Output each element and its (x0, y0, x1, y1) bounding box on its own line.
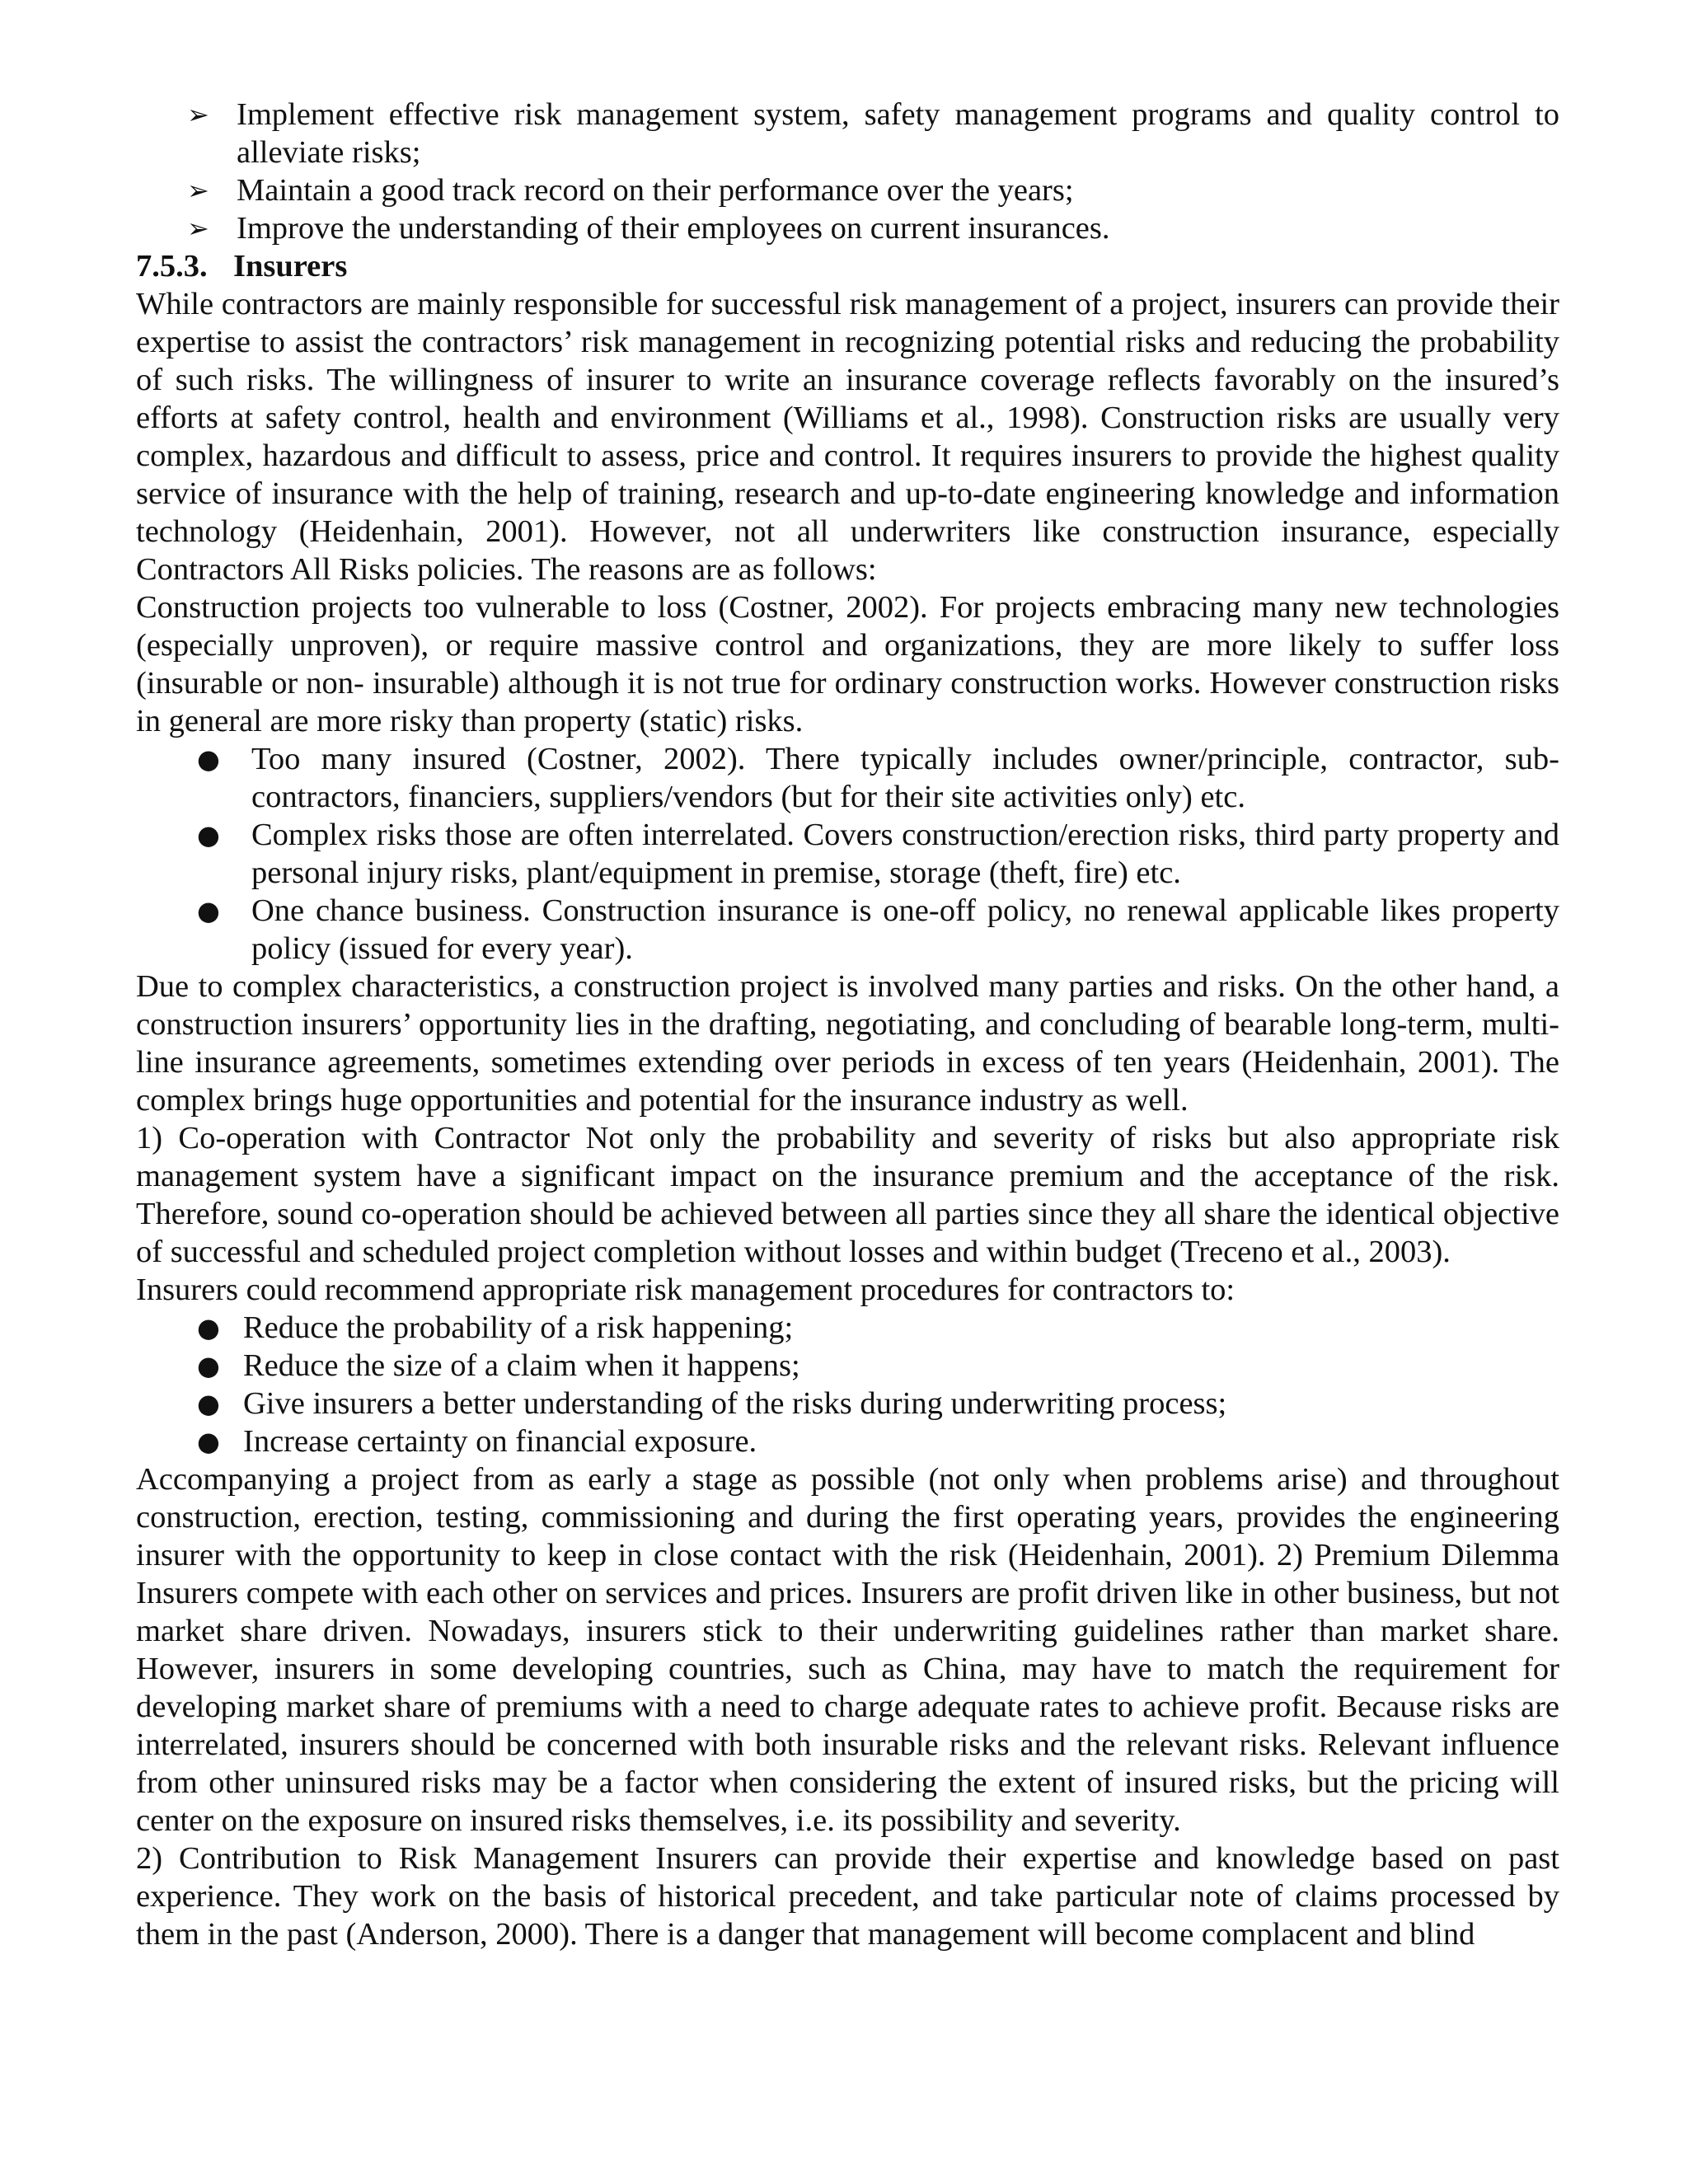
list-item (136, 740, 1559, 816)
list-item-text: Increase certainty on financial exposure. (243, 1424, 757, 1459)
bullet-icon: ● (197, 1350, 220, 1381)
paragraph: Accompanying a project from as early a stage as possible (not only when problems arise) and throughout construction, erection, testing, commissioning and during the first operating years, provides the engineering insurer with the opportunity to keep in close contact with the risk (Heidenhain, 2001). 2) Premium Dilemma Insurers compete with each other on services and prices. Insurers are profit driven like in other business, but not market share driven. Nowadays, insurers stick to their underwriting guidelines rather than market share. However, insurers in some developing countries, such as China, may have to match the requirement for developing market share of premiums with a need to charge adequate rates to achieve profit. Because risks are interrelated, insurers should be concerned with both insurable risks and the relevant risks. Relevant influence from other uninsured risks may be a factor when considering the extent of insured risks, but the pricing will center on the exposure on insured risks themselves, i.e. its possibility and severity. (136, 1462, 1559, 1838)
bullet-icon: ● (197, 1426, 220, 1457)
list-item (136, 1347, 1559, 1385)
list-item-text: Improve the understanding of their employees on current insurances. (237, 211, 1110, 246)
list-item (136, 1385, 1559, 1422)
bullet-icon: ● (197, 895, 220, 926)
list-item (136, 209, 1559, 247)
list-item-text: Reduce the probability of a risk happening; (243, 1310, 794, 1345)
list-item-text: Too many insured (Costner, 2002). There typically includes owner/principle, contractor, sub-contractors, financiers, suppliers/vendors (but for their site activities only) etc. (251, 742, 1559, 814)
list-item (136, 1309, 1559, 1347)
list-item (136, 816, 1559, 892)
arrow-bullet-icon: ➢ (187, 213, 209, 244)
list-item-text: Give insurers a better understanding of the risks during underwriting process; (243, 1386, 1227, 1421)
paragraph: Construction projects too vulnerable to loss (Costner, 2002). For projects embracing many new technologies (especially unproven), or require massive control and organizations, they are more likely to suffer loss (insurable or non- insurable) although it is not true for ordinary construction works. However construction risks in general are more risky than property (static) risks. (136, 590, 1559, 738)
paragraph: 1) Co-operation with Contractor Not only the probability and severity of risks but also appropriate risk management system have a significant impact on the insurance premium and the acceptance of the risk. Therefore, sound co-operation should be achieved between all parties since they all share the identical objective of successful and scheduled project completion without losses and within budget (Treceno et al., 2003). (136, 1121, 1559, 1269)
bullet-icon: ● (197, 819, 220, 851)
list-item-text: Maintain a good track record on their performance over the years; (237, 173, 1074, 208)
list-item-text: Implement effective risk management system, safety management programs and quality control to alleviate risks; (237, 97, 1559, 170)
arrow-bullet-icon: ➢ (187, 99, 209, 130)
section-number: 7.5.3. (136, 249, 208, 284)
section-heading (136, 247, 1559, 285)
list-item-text: One chance business. Construction insurance is one-off policy, no renewal applicable likes property policy (issued for every year). (251, 893, 1559, 966)
list-item (136, 171, 1559, 209)
list-item-text: Complex risks those are often interrelated. Covers construction/erection risks, third party property and personal injury risks, plant/equipment in premise, storage (theft, fire) etc. (251, 818, 1559, 890)
paragraph: Insurers could recommend appropriate risk management procedures for contractors to: (136, 1272, 1236, 1307)
bullet-icon: ● (197, 1312, 220, 1343)
arrow-bullet-icon: ➢ (187, 175, 209, 206)
paragraph: 2) Contribution to Risk Management Insurers can provide their expertise and knowledge based on past experience. They work on the basis of historical precedent, and take particular note of claims processed by them in the past (Anderson, 2000). There is a danger that management will become complacent and blind (136, 1841, 1559, 1952)
arrow-list (136, 96, 1559, 247)
list-item (136, 892, 1559, 968)
reasons-list (136, 740, 1559, 968)
bullet-icon: ● (197, 1388, 220, 1419)
paragraph: Due to complex characteristics, a construction project is involved many parties and risks. On the other hand, a construction insurers’ opportunity lies in the drafting, negotiating, and concluding of bearable long-term, multi-line insurance agreements, sometimes extending over periods in excess of ten years (Heidenhain, 2001). The complex brings huge opportunities and potential for the insurance industry as well. (136, 969, 1559, 1118)
list-item (136, 1422, 1559, 1460)
procedures-list (136, 1309, 1559, 1460)
list-item-text: Reduce the size of a claim when it happens; (243, 1348, 800, 1383)
list-item (136, 96, 1559, 171)
section-title: Insurers (233, 249, 348, 284)
document-page (136, 96, 1559, 1953)
bullet-icon: ● (197, 743, 220, 775)
paragraph: While contractors are mainly responsible for successful risk management of a project, insurers can provide their expertise to assist the contractors’ risk management in recognizing potential risks and reducing the probability of such risks. The willingness of insurer to write an insurance coverage reflects favorably on the insured’s efforts at safety control, health and environment (Williams et al., 1998). Construction risks are usually very complex, hazardous and difficult to assess, price and control. It requires insurers to provide the highest quality service of insurance with the help of training, research and up-to-date engineering knowledge and information technology (Heidenhain, 2001). However, not all underwriters like construction insurance, especially Contractors All Risks policies. The reasons are as follows: (136, 287, 1559, 587)
